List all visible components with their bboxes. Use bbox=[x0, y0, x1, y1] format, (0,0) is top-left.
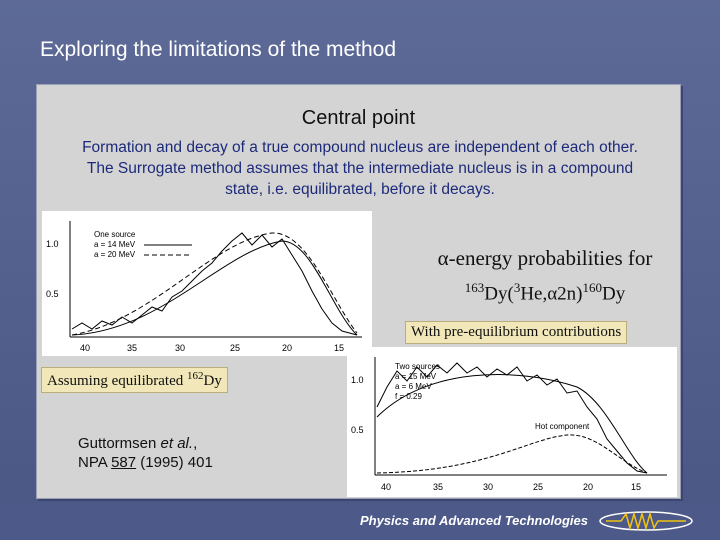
alpha-caption bbox=[400, 243, 690, 309]
label-equilibrated-text: Assuming equilibrated bbox=[47, 373, 187, 389]
alpha-caption-line2 bbox=[400, 273, 690, 309]
fit-curve-right bbox=[377, 375, 647, 473]
reaction-part1: Dy( bbox=[484, 283, 514, 305]
waveform-logo-icon bbox=[596, 509, 696, 533]
reference-journal: NPA bbox=[78, 454, 112, 471]
footer-text: Physics and Advanced Technologies bbox=[359, 513, 588, 528]
reaction-part3: Dy bbox=[602, 283, 626, 305]
ytick-05-right: 0.5 bbox=[351, 425, 364, 435]
reference-comma: , bbox=[193, 435, 198, 452]
legend-f: f = 0.29 bbox=[395, 392, 422, 401]
mass-163: 163 bbox=[464, 280, 485, 295]
legend-two-sources: Two sources bbox=[395, 362, 440, 371]
plot-one-source bbox=[42, 211, 372, 356]
legend-one-source: One source bbox=[94, 230, 136, 239]
xtick-35-right: 35 bbox=[433, 482, 444, 492]
legend-a15: a = 15 MeV bbox=[395, 372, 437, 381]
description-paragraph: Formation and decay of a true compound nucleus are independent of each other. The Surrogate method assumes that the intermediate nucleus is in a compound state, i.e. equilibrated, before it decays. bbox=[82, 139, 638, 198]
xtick-15: 15 bbox=[334, 343, 345, 353]
reaction-part2: He,α2n) bbox=[520, 283, 583, 305]
content-panel bbox=[36, 84, 681, 499]
ytick-05: 0.5 bbox=[46, 289, 59, 299]
xtick-15-right: 15 bbox=[631, 482, 642, 492]
mass-3: 3 bbox=[513, 280, 521, 295]
hot-component-curve bbox=[377, 435, 647, 473]
xtick-30-right: 30 bbox=[483, 482, 494, 492]
legend-a14: a = 14 MeV bbox=[94, 240, 136, 249]
ytick-1-right: 1.0 bbox=[351, 375, 364, 385]
footer-bar bbox=[0, 503, 720, 540]
reference-line2 bbox=[78, 453, 213, 472]
reference-author: Guttormsen bbox=[78, 435, 161, 452]
plot-two-sources bbox=[347, 347, 677, 497]
ytick-1: 1.0 bbox=[46, 239, 59, 249]
legend-a20: a = 20 MeV bbox=[94, 250, 136, 259]
reference-line1 bbox=[78, 434, 213, 453]
label-equilibrated bbox=[41, 367, 228, 393]
xtick-25-right: 25 bbox=[533, 482, 544, 492]
alpha-caption-line1: α-energy probabilities for bbox=[437, 246, 653, 270]
xtick-40: 40 bbox=[80, 343, 91, 353]
heading: Central point bbox=[301, 107, 416, 129]
hot-component-label: Hot component bbox=[535, 422, 590, 431]
mass-160: 160 bbox=[582, 280, 602, 295]
xtick-40-right: 40 bbox=[381, 482, 392, 492]
reference-etal: et al. bbox=[160, 435, 194, 452]
plot-two-sources-svg bbox=[347, 347, 677, 497]
xtick-20: 20 bbox=[282, 343, 293, 353]
legend-a6: a = 6 MeV bbox=[395, 382, 432, 391]
reference-volume: 587 bbox=[111, 454, 137, 471]
plot-one-source-svg bbox=[42, 211, 372, 356]
xtick-35: 35 bbox=[127, 343, 138, 353]
mass-162: 162 bbox=[186, 370, 204, 382]
xtick-25: 25 bbox=[230, 343, 241, 353]
xtick-20-right: 20 bbox=[583, 482, 594, 492]
xtick-30: 30 bbox=[175, 343, 186, 353]
reference-pages: (1995) 401 bbox=[136, 454, 213, 471]
slide-title: Exploring the limitations of the method bbox=[40, 38, 397, 61]
reference bbox=[78, 434, 213, 472]
label-preequilibrium: With pre-equilibrium contributions bbox=[405, 321, 627, 344]
label-equilibrated-dy: Dy bbox=[203, 373, 222, 389]
